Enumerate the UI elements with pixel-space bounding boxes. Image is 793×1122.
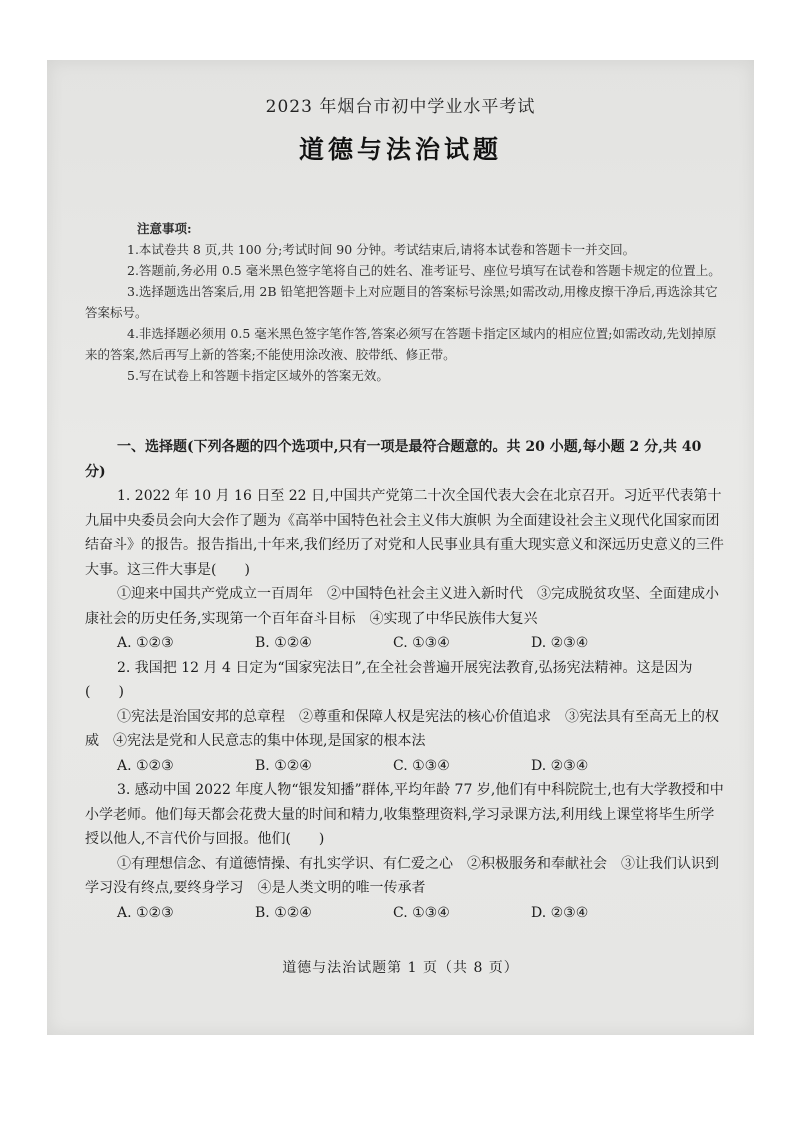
notice-item-5: 5.写在试卷上和答题卡指定区域外的答案无效。 <box>127 368 389 383</box>
option-a: A. ①②③ <box>117 757 174 774</box>
option-a: A. ①②③ <box>117 904 174 921</box>
option-d: D. ②③④ <box>531 904 589 921</box>
option-row <box>117 631 725 656</box>
page-footer: 道德与法治试题第 1 页（共 8 页） <box>282 960 519 976</box>
option-a: A. ①②③ <box>117 635 174 651</box>
notice-heading: 注意事项: <box>137 221 192 236</box>
notice-block <box>85 218 725 386</box>
question-statements: ①有理想信念、有道德情操、有扎实学识、有仁爱之心 ②积极服务和奉献社会 ③让我们认识到学习没有终点,要终身学习 ④是人类文明的唯一传承者 <box>85 855 719 896</box>
notice-item-3: 3.选择题选出答案后,用 2B 铅笔把答题卡上对应题目的答案标号涂黑;如需改动,用橡皮擦干净后,再选涂其它答案标号。 <box>85 284 718 320</box>
question-statements: ①迎来中国共产党成立一百周年 ②中国特色社会主义进入新时代 ③完成脱贫攻坚、全面建成小康社会的历史任务,实现第一个百年奋斗目标 ④实现了中华民族伟大复兴 <box>85 586 719 627</box>
option-row <box>117 754 725 779</box>
exam-paper <box>47 60 754 1035</box>
notice-item-2: 2.答题前,务必用 0.5 毫米黑色签字笔将自己的姓名、准考证号、座位号填写在试卷和答题卡规定的位置上。 <box>127 263 721 278</box>
option-c: C. ①③④ <box>393 757 450 774</box>
question-3 <box>85 778 725 925</box>
option-row <box>117 901 725 926</box>
question-statements: ①宪法是治国安邦的总章程 ②尊重和保障人权是宪法的核心价值追求 ③宪法具有至高无上的权威 ④宪法是党和人民意志的集中体现,是国家的根本法 <box>85 708 719 749</box>
option-d: D. ②③④ <box>531 757 589 774</box>
exam-name: 2023 年烟台市初中学业水平考试 <box>265 97 536 117</box>
notice-item-1: 1.本试卷共 8 页,共 100 分;考试时间 90 分钟。考试结束后,请将本试卷和答题卡一并交回。 <box>127 242 636 257</box>
option-c: C. ①③④ <box>393 635 450 651</box>
option-c: C. ①③④ <box>393 904 450 921</box>
option-b: B. ①②④ <box>255 904 312 921</box>
option-b: B. ①②④ <box>255 635 312 651</box>
option-d: D. ②③④ <box>531 635 589 651</box>
question-stem: 3. 感动中国 2022 年度人物“银发知播”群体,平均年龄 77 岁,他们有中科院院士,也有大学教授和中小学老师。他们每天都会花费大量的时间和精力,收集整理资料,学习录课方法,利用线上课堂将毕生所学授以他人,不言代价与回报。他们( ) <box>85 782 724 847</box>
choice-section <box>85 435 725 925</box>
question-2 <box>85 656 725 779</box>
notice-item-4: 4.非选择题必须用 0.5 毫米黑色签字笔作答,答案必须写在答题卡指定区域内的相应位置;如需改动,先划掉原来的答案,然后再写上新的答案;不能使用涂改液、胶带纸、修正带。 <box>85 326 717 362</box>
section-heading: 一、选择题(下列各题的四个选项中,只有一项是最符合题意的。共 20 小题,每小题 2 分,共 40 分) <box>85 439 702 480</box>
subject-title: 道德与法治试题 <box>298 135 502 164</box>
question-stem: 2. 我国把 12 月 4 日定为“国家宪法日”,在全社会普遍开展宪法教育,弘扬宪法精神。这是因为( ) <box>85 659 693 700</box>
question-stem: 1. 2022 年 10 月 16 日至 22 日,中国共产党第二十次全国代表大会在北京召开。习近平代表第十九届中央委员会向大会作了题为《高举中国特色社会主义伟大旗帜 为全面建设社会主义现代化国家而团结奋斗》的报告。报告指出,十年来,我们经历了对党和人民事业具有重大现实意义和深远历史意义的三件大事。这三件大事是( ) <box>85 488 724 578</box>
option-b: B. ①②④ <box>255 757 312 774</box>
question-1 <box>85 484 725 656</box>
